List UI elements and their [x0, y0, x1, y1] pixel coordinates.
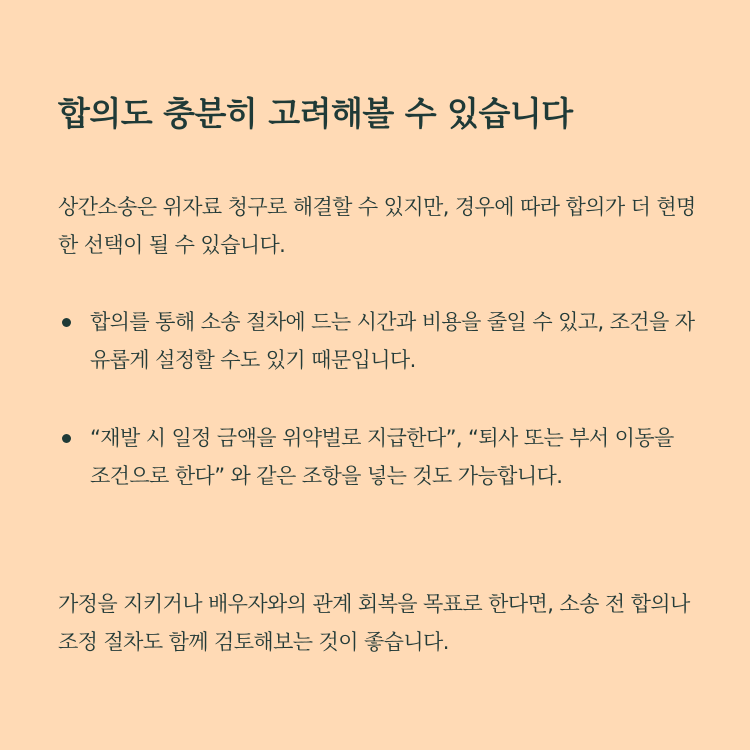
bullet-dot-icon	[62, 318, 71, 327]
bullet-text: “재발 시 일정 금액을 위약벌로 지급한다”, “퇴사 또는 부서 이동을 조건으로 한다” 와 같은 조항을 넣는 것도 가능합니다.	[90, 426, 674, 488]
bullet-item	[58, 419, 698, 495]
closing-paragraph: 가정을 지키거나 배우자와의 관계 회복을 목표로 한다면, 소송 전 합의나 조정 절차도 함께 검토해보는 것이 좋습니다.	[58, 592, 690, 654]
bullet-item	[58, 303, 698, 379]
page-title: 합의도 충분히 고려해볼 수 있습니다	[58, 94, 573, 133]
intro-paragraph: 상간소송은 위자료 청구로 해결할 수 있지만, 경우에 따라 합의가 더 현명한 선택이 될 수 있습니다.	[58, 195, 696, 257]
bullet-list	[58, 303, 698, 495]
bullet-dot-icon	[62, 434, 71, 443]
bullet-text: 합의를 통해 소송 절차에 드는 시간과 비용을 줄일 수 있고, 조건을 자유롭게 설정할 수도 있기 때문입니다.	[90, 310, 695, 372]
